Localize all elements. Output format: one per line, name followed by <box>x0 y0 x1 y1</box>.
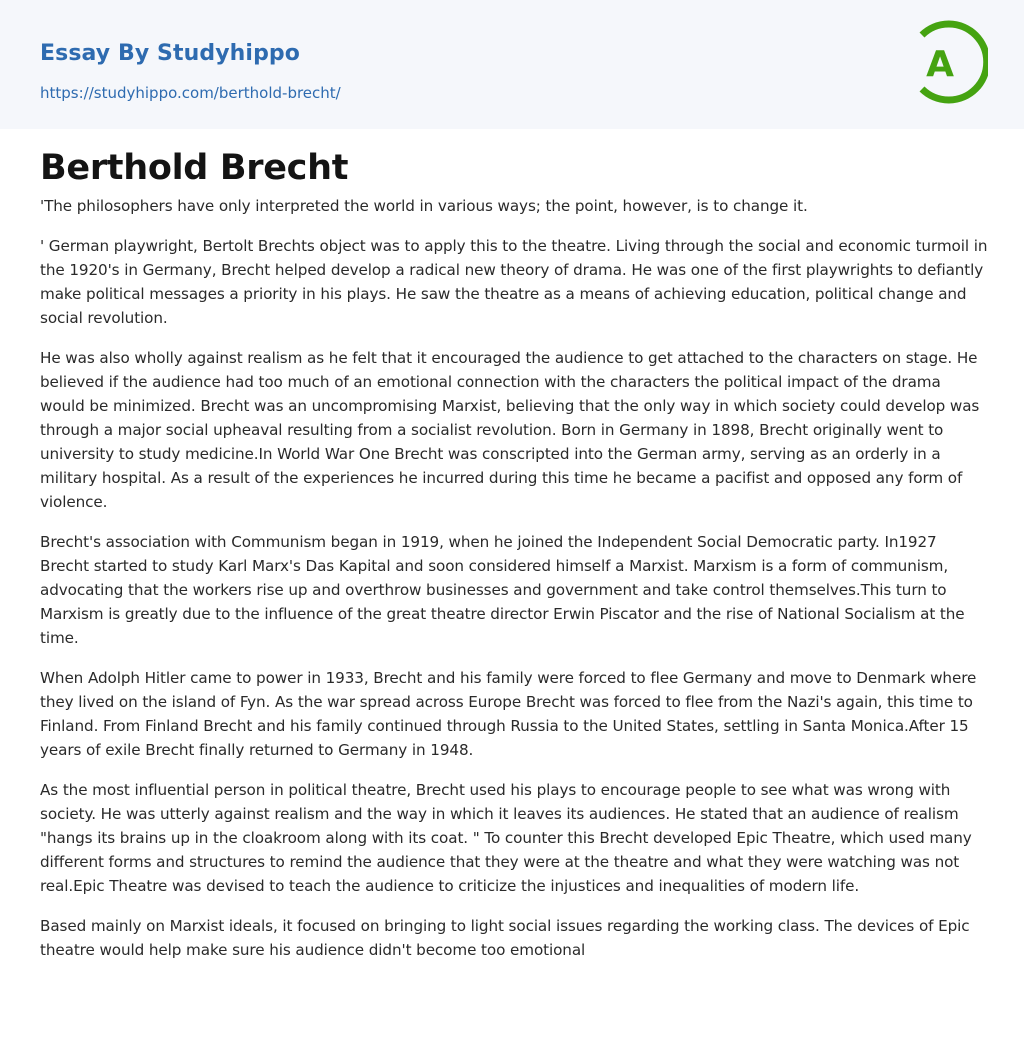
essay-paragraph: As the most influential person in political theatre, Brecht used his plays to encourage people to see what was wrong with society. He was utterly against realism and the way in which it leaves its audiences. He stated that an audience of realism "hangs its brains up in the cloakroom along with its coat. " To counter this Brecht developed Epic Theatre, which used many different forms and structures to remind the audience that they were at the theatre and what they were watching was not real.Epic Theatre was devised to teach the audience to criticize the injustices and inequalities of modern life. <box>40 781 972 895</box>
site-header <box>0 0 1024 129</box>
studyhippo-logo-icon[interactable] <box>912 18 988 106</box>
essay-paragraph: Based mainly on Marxist ideals, it focused on bringing to light social issues regarding the working class. The devices of Epic theatre would help make sure his audience didn't become too emotional <box>40 917 970 959</box>
essay-paragraph: When Adolph Hitler came to power in 1933, Brecht and his family were forced to flee Germany and move to Denmark where they lived on the island of Fyn. As the war spread across Europe Brecht was forced to flee from the Nazi's again, this time to Finland. From Finland Brecht and his family continued through Russia to the United States, settling in Santa Monica.After 15 years of exile Brecht finally returned to Germany in 1948. <box>40 669 977 759</box>
essay-paragraph: 'The philosophers have only interpreted the world in various ways; the point, however, is to change it. <box>40 197 808 215</box>
essay-content <box>40 146 990 978</box>
site-title: Essay By Studyhippo <box>40 41 300 66</box>
essay-paragraph: He was also wholly against realism as he felt that it encouraged the audience to get attached to the characters on stage. He believed if the audience had too much of an emotional connection with the characters the political impact of the drama would be minimized. Brecht was an uncompromising Marxist, believing that the only way in which society could develop was through a major social upheaval resulting from a socialist revolution. Born in Germany in 1898, Brecht originally went to university to study medicine.In World War One Brecht was conscripted into the German army, serving as an orderly in a military hospital. As a result of the experiences he incurred during this time he became a pacifist and opposed any form of violence. <box>40 349 980 511</box>
essay-url-link[interactable]: https://studyhippo.com/berthold-brecht/ <box>40 84 341 102</box>
page-title: Berthold Brecht <box>40 148 349 188</box>
logo-letter: A <box>926 44 954 85</box>
essay-paragraph: Brecht's association with Communism began in 1919, when he joined the Independent Social Democratic party. In1927 Brecht started to study Karl Marx's Das Kapital and soon considered himself a Marxist. Marxism is a form of communism, advocating that the workers rise up and overthrow businesses and government and take control themselves.This turn to Marxism is greatly due to the influence of the great theatre director Erwin Piscator and the rise of National Socialism at the time. <box>40 533 965 647</box>
essay-paragraph: ' German playwright, Bertolt Brechts object was to apply this to the theatre. Living through the social and economic turmoil in the 1920's in Germany, Brecht helped develop a radical new theory of drama. He was one of the first playwrights to defiantly make political messages a priority in his plays. He saw the theatre as a means of achieving education, political change and social revolution. <box>40 237 988 327</box>
